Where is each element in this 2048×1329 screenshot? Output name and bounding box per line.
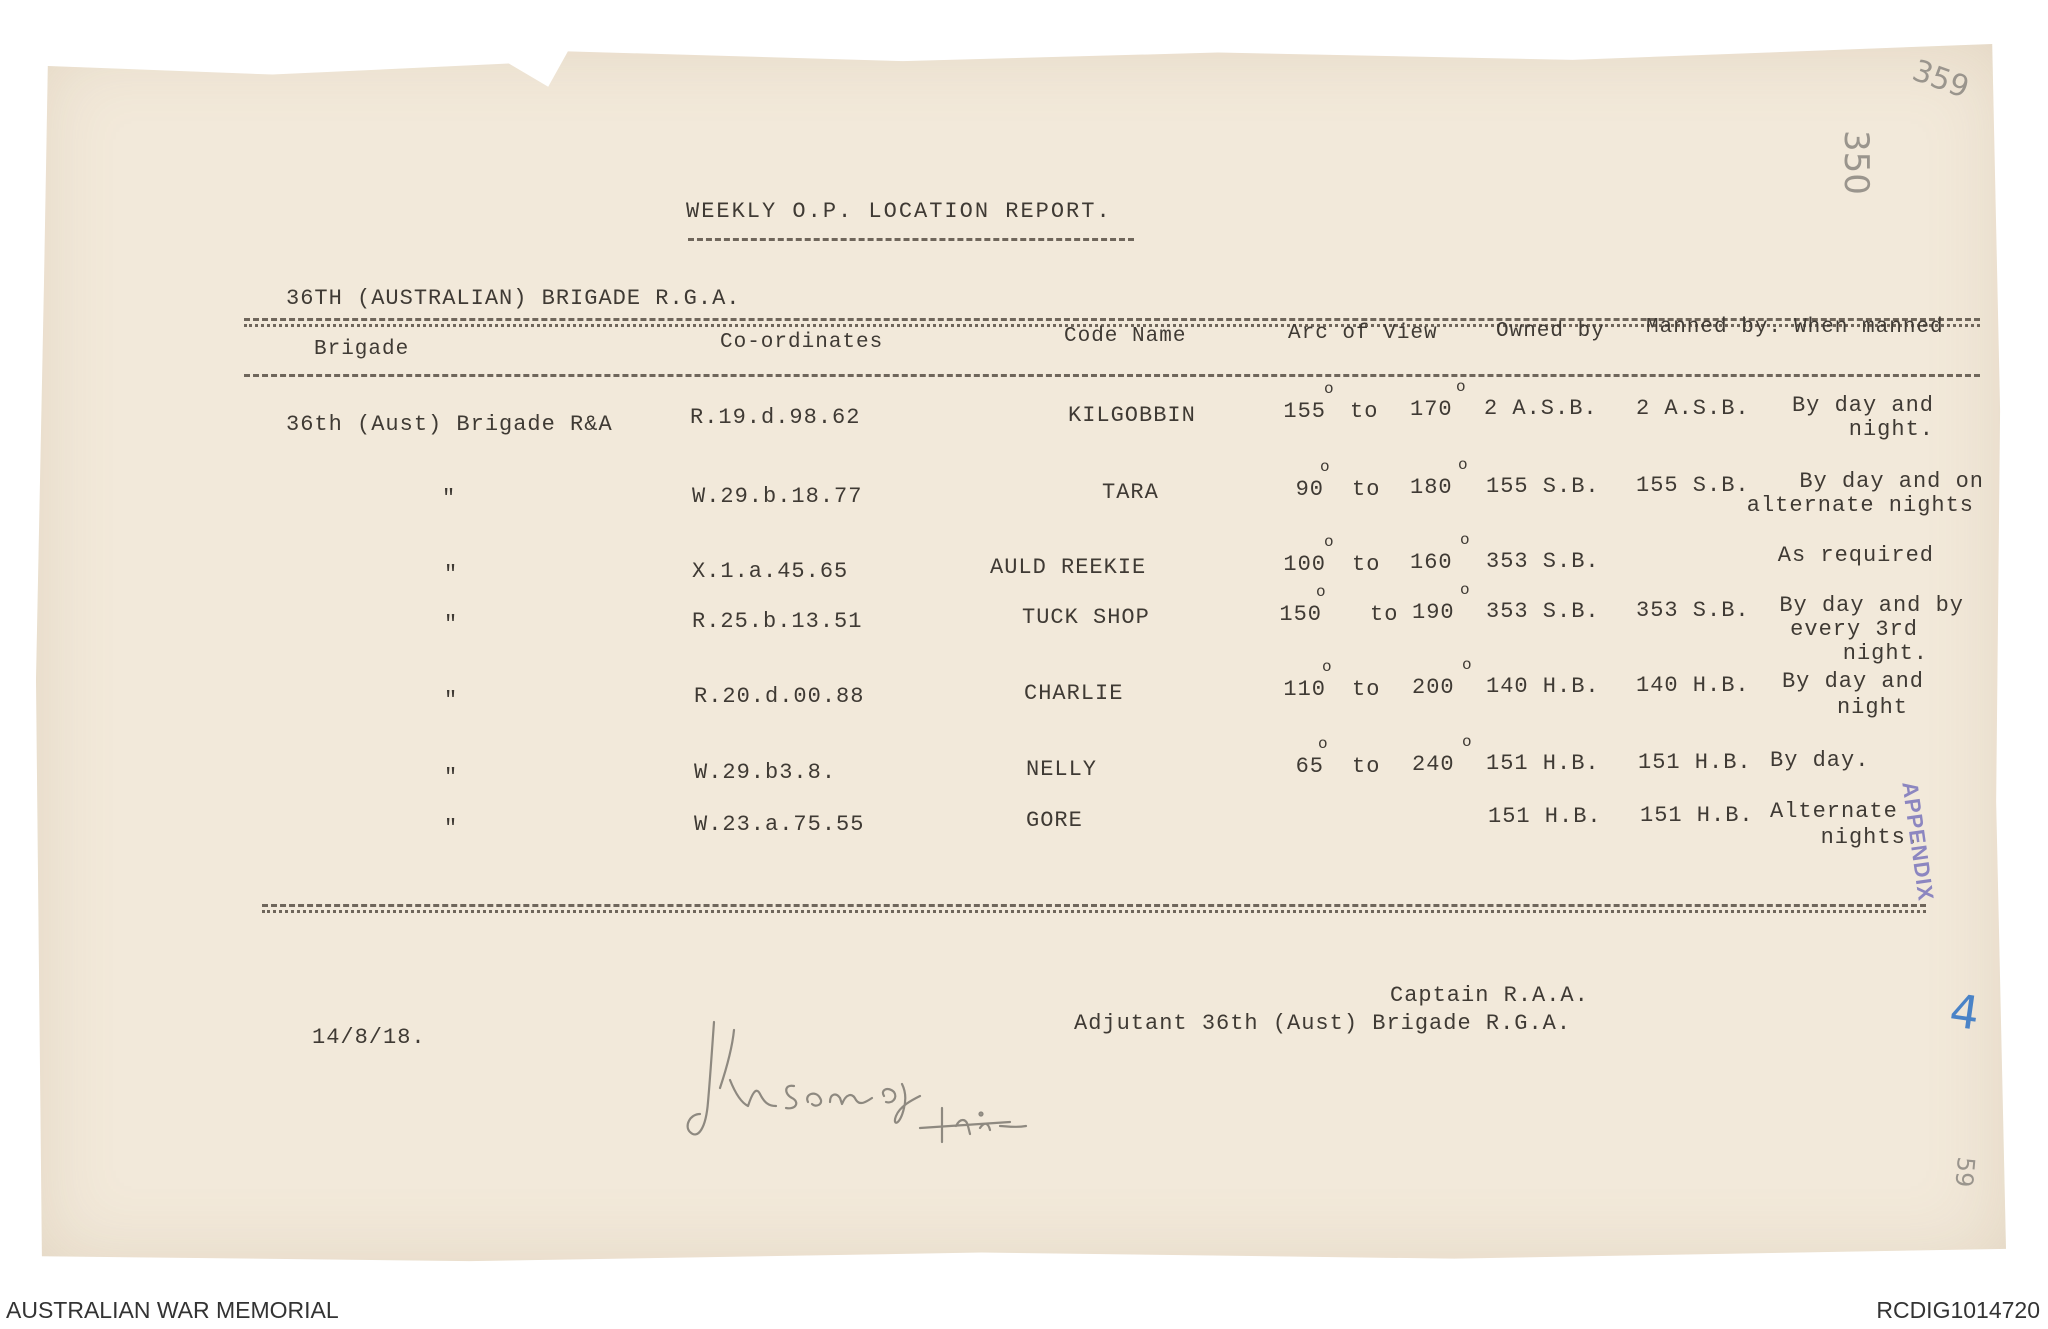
row-6-arc-from: 65	[1295, 754, 1324, 779]
appendix-stamp: APPENDIX	[1897, 780, 1939, 903]
row-4-degree-from: o	[1316, 583, 1326, 601]
row-2-arc-joiner: to	[1352, 477, 1381, 502]
row-4-when-manned-line-1: By day and by	[1779, 593, 1964, 618]
column-header-brigade: Brigade	[314, 338, 410, 361]
row-6-degree-to: o	[1462, 733, 1472, 751]
row-3-code-name: AULD REEKIE	[990, 555, 1147, 580]
unit-heading: 36TH (AUSTRALIAN) BRIGADE R.G.A.	[286, 286, 741, 311]
row-2-coordinates: W.29.b.18.77	[692, 484, 863, 509]
row-1-brigade: 36th (Aust) Brigade R&A	[286, 412, 613, 437]
row-6-when-manned-line-1: By day.	[1770, 748, 1870, 773]
row-5-when-manned-line-1: By day and	[1781, 669, 1924, 694]
row-5-when-manned-line-2: night	[1836, 695, 1908, 720]
row-6-brigade: "	[444, 765, 459, 790]
signature-role: Adjutant 36th (Aust) Brigade R.G.A.	[1074, 1011, 1572, 1036]
row-6-arc-joiner: to	[1352, 754, 1381, 779]
row-4-coordinates: R.25.b.13.51	[692, 609, 863, 634]
row-7-owned-by: 151 H.B.	[1488, 804, 1602, 829]
row-1-arc-to: 170	[1410, 397, 1453, 422]
row-3-when-manned-line-1: As required	[1777, 543, 1934, 568]
row-4-arc-from: 150	[1279, 602, 1322, 627]
row-2-code-name: TARA	[1102, 480, 1159, 505]
row-7-code-name: GORE	[1026, 808, 1083, 833]
row-5-owned-by: 140 H.B.	[1486, 674, 1600, 699]
row-3-arc-joiner: to	[1352, 552, 1381, 577]
signature-rank: Captain R.A.A.	[1390, 983, 1589, 1008]
column-header-when-manned: When manned	[1794, 316, 1944, 339]
row-7-coordinates: W.23.a.75.55	[694, 812, 865, 837]
column-header-arc-of-view: Arc of View	[1288, 322, 1438, 345]
row-1-when-manned-line-1: By day and	[1791, 393, 1934, 418]
bottom-rule-1	[262, 904, 1926, 907]
row-2-degree-from: o	[1320, 458, 1330, 476]
row-6-coordinates: W.29.b3.8.	[694, 760, 837, 785]
row-2-arc-to: 180	[1410, 475, 1453, 500]
row-7-when-manned-line-1: Alternate	[1770, 799, 1898, 824]
row-4-degree-to: o	[1460, 581, 1470, 599]
report-title: WEEKLY O.P. LOCATION REPORT.	[686, 199, 1112, 224]
column-header-manned-by: Manned by.	[1646, 316, 1783, 339]
row-5-arc-to: 200	[1412, 675, 1455, 700]
row-5-coordinates: R.20.d.00.88	[694, 684, 865, 709]
row-5-brigade: "	[444, 688, 459, 713]
row-4-arc-to: 190	[1412, 600, 1455, 625]
row-1-arc-from: 155	[1283, 399, 1326, 424]
row-2-owned-by: 155 S.B.	[1486, 474, 1600, 499]
row-6-manned-by: 151 H.B.	[1638, 750, 1752, 775]
footer-catalog-id: RCDIG1014720	[1876, 1297, 2040, 1323]
row-5-arc-joiner: to	[1352, 677, 1381, 702]
row-3-degree-from: o	[1324, 533, 1334, 551]
row-3-arc-from: 100	[1283, 552, 1326, 577]
handwritten-signature	[680, 1010, 1140, 1160]
row-5-manned-by: 140 H.B.	[1636, 673, 1750, 698]
row-4-brigade: "	[444, 612, 459, 637]
row-6-code-name: NELLY	[1026, 757, 1098, 782]
row-2-arc-from: 90	[1295, 477, 1324, 502]
row-3-brigade: "	[444, 562, 459, 587]
row-6-owned-by: 151 H.B.	[1486, 751, 1600, 776]
margin-number-359: 359	[1907, 53, 1974, 106]
row-2-brigade: "	[442, 486, 457, 511]
row-3-owned-by: 353 S.B.	[1486, 549, 1600, 574]
row-4-owned-by: 353 S.B.	[1486, 599, 1600, 624]
row-1-coordinates: R.19.d.98.62	[690, 405, 861, 430]
row-1-owned-by: 2 A.S.B.	[1484, 396, 1598, 421]
bottom-rule-2	[262, 910, 1926, 913]
row-1-manned-by: 2 A.S.B.	[1636, 396, 1750, 421]
header-rule-bottom	[244, 374, 1980, 377]
row-1-degree-to: o	[1456, 378, 1466, 396]
row-6-arc-to: 240	[1412, 752, 1455, 777]
row-2-manned-by: 155 S.B.	[1636, 473, 1750, 498]
row-1-degree-from: o	[1324, 380, 1334, 398]
row-4-arc-joiner: to	[1370, 602, 1399, 627]
column-header-code-name: Code Name	[1064, 325, 1187, 348]
report-date: 14/8/18.	[312, 1025, 426, 1050]
row-3-coordinates: X.1.a.45.65	[692, 559, 849, 584]
column-header-coordinates: Co-ordinates	[720, 331, 884, 354]
row-2-when-manned-line-2: alternate nights	[1746, 493, 1974, 518]
row-7-manned-by: 151 H.B.	[1640, 803, 1754, 828]
row-7-when-manned-line-2: nights.	[1820, 825, 1920, 850]
margin-number-59: 59	[1949, 1155, 1980, 1189]
row-5-code-name: CHARLIE	[1024, 681, 1124, 706]
blue-pen-mark: 4	[1946, 983, 1983, 1041]
row-1-code-name: KILGOBBIN	[1068, 403, 1196, 428]
row-2-degree-to: o	[1458, 456, 1468, 474]
row-3-degree-to: o	[1460, 531, 1470, 549]
row-1-arc-joiner: to	[1350, 399, 1379, 424]
column-header-owned-by: Owned by	[1496, 320, 1605, 343]
footer-source: AUSTRALIAN WAR MEMORIAL	[6, 1297, 339, 1323]
margin-number-350: 350	[1836, 130, 1876, 195]
row-5-arc-from: 110	[1283, 677, 1326, 702]
row-1-when-manned-line-2: night.	[1848, 417, 1934, 442]
row-4-code-name: TUCK SHOP	[1022, 605, 1150, 630]
row-7-brigade: "	[444, 816, 459, 841]
title-underline	[688, 238, 1134, 241]
row-4-when-manned-line-3: night.	[1842, 641, 1928, 666]
row-5-degree-to: o	[1462, 656, 1472, 674]
row-4-manned-by: 353 S.B.	[1636, 598, 1750, 623]
row-6-degree-from: o	[1318, 735, 1328, 753]
row-2-when-manned-line-1: By day and on	[1799, 469, 1984, 494]
row-5-degree-from: o	[1322, 658, 1332, 676]
row-3-arc-to: 160	[1410, 550, 1453, 575]
row-4-when-manned-line-2: every 3rd	[1790, 617, 1918, 642]
